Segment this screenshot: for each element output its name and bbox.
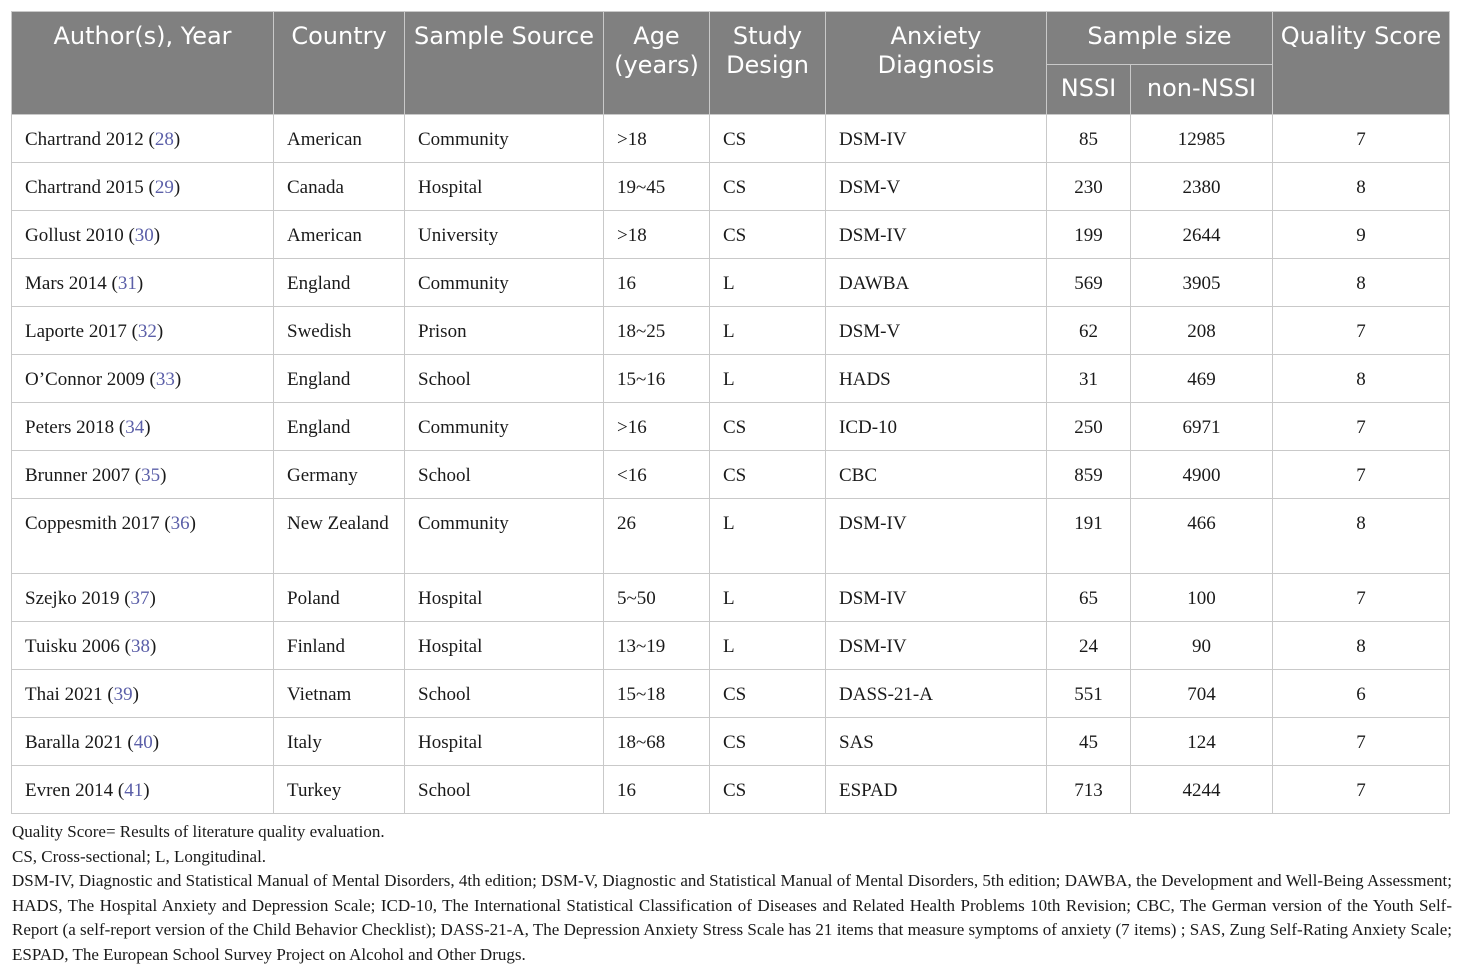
cell-author-year: [12, 451, 274, 499]
table-row: [12, 115, 1450, 163]
cell-quality-score: 7: [1273, 766, 1450, 814]
cell-country: England: [274, 403, 405, 451]
cell-country: American: [274, 211, 405, 259]
header-country: Country: [274, 12, 405, 115]
cell-author-year: [12, 499, 274, 574]
author-text: Thai 2021 (: [25, 684, 114, 705]
reference-link[interactable]: 29: [154, 177, 174, 198]
study-characteristics-table-container: [11, 11, 1449, 814]
cell-quality-score: 8: [1273, 499, 1450, 574]
cell-quality-score: 7: [1273, 307, 1450, 355]
cell-author-year: [12, 163, 274, 211]
author-text: Gollust 2010 (: [25, 225, 135, 246]
header-age: Age (years): [604, 12, 710, 115]
cell-author-year: [12, 766, 274, 814]
reference-close-paren: ): [156, 321, 164, 342]
cell-anxiety-diagnosis: DSM-IV: [826, 574, 1047, 622]
header-sample-size: Sample size: [1047, 12, 1273, 65]
cell-country: Vietnam: [274, 670, 405, 718]
cell-non-nssi: 466: [1131, 499, 1273, 574]
cell-author-year: [12, 574, 274, 622]
cell-nssi: 191: [1047, 499, 1131, 574]
cell-nssi: 45: [1047, 718, 1131, 766]
table-row: [12, 451, 1450, 499]
header-quality-score: Quality Score: [1273, 12, 1450, 115]
cell-nssi: 31: [1047, 355, 1131, 403]
cell-author-year: [12, 403, 274, 451]
table-row: [12, 670, 1450, 718]
reference-close-paren: ): [136, 273, 144, 294]
cell-age: 15~18: [604, 670, 710, 718]
cell-sample-source: School: [405, 670, 604, 718]
cell-sample-source: School: [405, 355, 604, 403]
author-text: Chartrand 2012 (: [25, 129, 155, 150]
cell-nssi: 65: [1047, 574, 1131, 622]
cell-age: 26: [604, 499, 710, 574]
cell-sample-source: Prison: [405, 307, 604, 355]
cell-study-design: L: [710, 259, 826, 307]
footnote-study-design: CS, Cross-sectional; L, Longitudinal.: [12, 846, 267, 866]
cell-non-nssi: 208: [1131, 307, 1273, 355]
cell-age: 18~25: [604, 307, 710, 355]
cell-study-design: CS: [710, 718, 826, 766]
cell-sample-source: School: [405, 451, 604, 499]
cell-non-nssi: 6971: [1131, 403, 1273, 451]
cell-quality-score: 8: [1273, 622, 1450, 670]
cell-country: Poland: [274, 574, 405, 622]
table-row: [12, 574, 1450, 622]
reference-close-paren: ): [144, 417, 151, 438]
cell-country: Turkey: [274, 766, 405, 814]
cell-age: 16: [604, 259, 710, 307]
author-text: Coppesmith 2017 (: [25, 513, 171, 534]
footnote-abbreviations: DSM-IV, Diagnostic and Statistical Manual of Mental Disorders, 4th edition; DSM-V, Diagnostic and Statistical Manual of Mental Disorders, 5th edition; DAWBA, the Development and Well-Being Assessment; HADS, The Hospital Anxiety and Depression Scale; ICD-10, The International Statistical Classification of Diseases and Related Health Problems 10th Revision; CBC, The German version of the Youth Self-Report (a self-report version of the Child Behavior Checklist); DASS-21-A, The Depression Anxiety Stress Scale has 21 items that measure symptoms of anxiety (7 items) ; SAS, Zung Self-Rating Anxiety Scale; ESPAD, The European School Survey Project on Alcohol and Other Drugs.: [12, 871, 1452, 964]
reference-close-paren: ): [152, 732, 160, 753]
cell-anxiety-diagnosis: ESPAD: [826, 766, 1047, 814]
author-text: Brunner 2007 (: [25, 465, 142, 486]
cell-study-design: L: [710, 622, 826, 670]
cell-non-nssi: 12985: [1131, 115, 1273, 163]
cell-anxiety-diagnosis: DAWBA: [826, 259, 1047, 307]
table-row: [12, 403, 1450, 451]
cell-quality-score: 6: [1273, 670, 1450, 718]
reference-link[interactable]: 38: [130, 636, 150, 657]
cell-age: 5~50: [604, 574, 710, 622]
reference-link[interactable]: 35: [141, 465, 161, 486]
cell-quality-score: 7: [1273, 451, 1450, 499]
cell-quality-score: 8: [1273, 355, 1450, 403]
cell-country: Canada: [274, 163, 405, 211]
cell-study-design: L: [710, 355, 826, 403]
table-row: [12, 718, 1450, 766]
cell-sample-source: Community: [405, 115, 604, 163]
cell-sample-source: Hospital: [405, 163, 604, 211]
cell-anxiety-diagnosis: DSM-IV: [826, 622, 1047, 670]
cell-nssi: 713: [1047, 766, 1131, 814]
cell-non-nssi: 2644: [1131, 211, 1273, 259]
cell-study-design: CS: [710, 670, 826, 718]
author-text: Evren 2014 (: [25, 780, 125, 801]
reference-link[interactable]: 40: [133, 732, 153, 753]
cell-sample-source: Community: [405, 499, 604, 574]
cell-country: Italy: [274, 718, 405, 766]
study-characteristics-table: [11, 11, 1450, 814]
cell-author-year: [12, 307, 274, 355]
cell-anxiety-diagnosis: SAS: [826, 718, 1047, 766]
cell-sample-source: Hospital: [405, 718, 604, 766]
cell-sample-source: University: [405, 211, 604, 259]
cell-country: Finland: [274, 622, 405, 670]
header-study-design: Study Design: [710, 12, 826, 115]
author-text: Peters 2018 (: [25, 417, 126, 438]
cell-sample-source: Hospital: [405, 574, 604, 622]
reference-link[interactable]: 41: [124, 780, 144, 801]
header-non-nssi: non-NSSI: [1131, 65, 1273, 115]
cell-age: 15~16: [604, 355, 710, 403]
cell-age: >18: [604, 115, 710, 163]
author-text: O’Connor 2009 (: [25, 369, 156, 390]
cell-non-nssi: 4900: [1131, 451, 1273, 499]
reference-link[interactable]: 34: [125, 417, 145, 438]
cell-non-nssi: 704: [1131, 670, 1273, 718]
cell-study-design: L: [710, 499, 826, 574]
reference-link[interactable]: 37: [130, 588, 150, 609]
cell-non-nssi: 469: [1131, 355, 1273, 403]
cell-country: New Zealand: [274, 499, 405, 574]
cell-nssi: 24: [1047, 622, 1131, 670]
table-row: [12, 259, 1450, 307]
cell-country: Swedish: [274, 307, 405, 355]
cell-non-nssi: 4244: [1131, 766, 1273, 814]
reference-close-paren: ): [173, 129, 181, 150]
cell-country: England: [274, 259, 405, 307]
table-footnotes: [12, 820, 1452, 967]
cell-nssi: 859: [1047, 451, 1131, 499]
reference-link[interactable]: 28: [154, 129, 174, 150]
table-body: [12, 115, 1450, 814]
cell-quality-score: 7: [1273, 115, 1450, 163]
author-text: Tuisku 2006 (: [25, 636, 131, 657]
author-text: Szejko 2019 (: [25, 588, 131, 609]
cell-country: England: [274, 355, 405, 403]
cell-age: >16: [604, 403, 710, 451]
cell-study-design: CS: [710, 163, 826, 211]
cell-quality-score: 9: [1273, 211, 1450, 259]
cell-quality-score: 8: [1273, 163, 1450, 211]
table-row: [12, 355, 1450, 403]
table-row: [12, 499, 1450, 574]
reference-close-paren: ): [153, 225, 161, 246]
cell-study-design: L: [710, 574, 826, 622]
cell-anxiety-diagnosis: ICD-10: [826, 403, 1047, 451]
cell-study-design: CS: [710, 403, 826, 451]
reference-link[interactable]: 39: [113, 684, 133, 705]
author-text: Baralla 2021 (: [25, 732, 134, 753]
cell-non-nssi: 2380: [1131, 163, 1273, 211]
cell-age: 16: [604, 766, 710, 814]
cell-sample-source: Community: [405, 259, 604, 307]
header-author-year: Author(s), Year: [12, 12, 274, 115]
cell-anxiety-diagnosis: DASS-21-A: [826, 670, 1047, 718]
table-row: [12, 211, 1450, 259]
header-nssi: NSSI: [1047, 65, 1131, 115]
cell-age: 18~68: [604, 718, 710, 766]
cell-country: Germany: [274, 451, 405, 499]
author-text: Laporte 2017 (: [25, 321, 138, 342]
cell-author-year: [12, 670, 274, 718]
reference-close-paren: ): [132, 684, 139, 705]
cell-author-year: [12, 718, 274, 766]
table-row: [12, 307, 1450, 355]
reference-close-paren: ): [173, 177, 181, 198]
cell-non-nssi: 90: [1131, 622, 1273, 670]
cell-study-design: L: [710, 307, 826, 355]
cell-age: <16: [604, 451, 710, 499]
cell-anxiety-diagnosis: DSM-V: [826, 163, 1047, 211]
cell-non-nssi: 124: [1131, 718, 1273, 766]
cell-nssi: 250: [1047, 403, 1131, 451]
cell-author-year: [12, 259, 274, 307]
cell-country: American: [274, 115, 405, 163]
cell-nssi: 569: [1047, 259, 1131, 307]
cell-nssi: 85: [1047, 115, 1131, 163]
cell-study-design: CS: [710, 766, 826, 814]
cell-non-nssi: 3905: [1131, 259, 1273, 307]
cell-anxiety-diagnosis: DSM-IV: [826, 499, 1047, 574]
reference-link[interactable]: 30: [134, 225, 154, 246]
cell-quality-score: 7: [1273, 403, 1450, 451]
cell-author-year: [12, 355, 274, 403]
table-row: [12, 766, 1450, 814]
cell-nssi: 199: [1047, 211, 1131, 259]
cell-author-year: [12, 211, 274, 259]
author-text: Mars 2014 (: [25, 273, 118, 294]
reference-link[interactable]: 32: [137, 321, 157, 342]
cell-age: 13~19: [604, 622, 710, 670]
header-anxiety-diagnosis: Anxiety Diagnosis: [826, 12, 1047, 115]
cell-sample-source: School: [405, 766, 604, 814]
cell-anxiety-diagnosis: CBC: [826, 451, 1047, 499]
reference-close-paren: ): [143, 780, 150, 801]
cell-anxiety-diagnosis: DSM-V: [826, 307, 1047, 355]
cell-nssi: 230: [1047, 163, 1131, 211]
cell-quality-score: 7: [1273, 574, 1450, 622]
cell-non-nssi: 100: [1131, 574, 1273, 622]
reference-close-paren: ): [189, 513, 196, 534]
cell-nssi: 62: [1047, 307, 1131, 355]
cell-study-design: CS: [710, 211, 826, 259]
table-row: [12, 163, 1450, 211]
cell-author-year: [12, 115, 274, 163]
cell-age: 19~45: [604, 163, 710, 211]
cell-age: >18: [604, 211, 710, 259]
table-header: [12, 12, 1450, 115]
cell-study-design: CS: [710, 115, 826, 163]
cell-nssi: 551: [1047, 670, 1131, 718]
reference-close-paren: ): [149, 588, 156, 609]
cell-sample-source: Community: [405, 403, 604, 451]
cell-anxiety-diagnosis: DSM-IV: [826, 115, 1047, 163]
cell-quality-score: 7: [1273, 718, 1450, 766]
cell-anxiety-diagnosis: DSM-IV: [826, 211, 1047, 259]
reference-close-paren: ): [149, 636, 157, 657]
reference-close-paren: ): [174, 369, 182, 390]
cell-quality-score: 8: [1273, 259, 1450, 307]
header-sample-source: Sample Source: [405, 12, 604, 115]
reference-link[interactable]: 31: [117, 273, 137, 294]
reference-link[interactable]: 36: [170, 513, 190, 534]
cell-sample-source: Hospital: [405, 622, 604, 670]
cell-study-design: CS: [710, 451, 826, 499]
table-row: [12, 622, 1450, 670]
author-text: Chartrand 2015 (: [25, 177, 155, 198]
cell-anxiety-diagnosis: HADS: [826, 355, 1047, 403]
footnote-quality-score: Quality Score= Results of literature quality evaluation.: [12, 822, 385, 841]
cell-author-year: [12, 622, 274, 670]
reference-link[interactable]: 33: [155, 369, 175, 390]
reference-close-paren: ): [160, 465, 167, 486]
